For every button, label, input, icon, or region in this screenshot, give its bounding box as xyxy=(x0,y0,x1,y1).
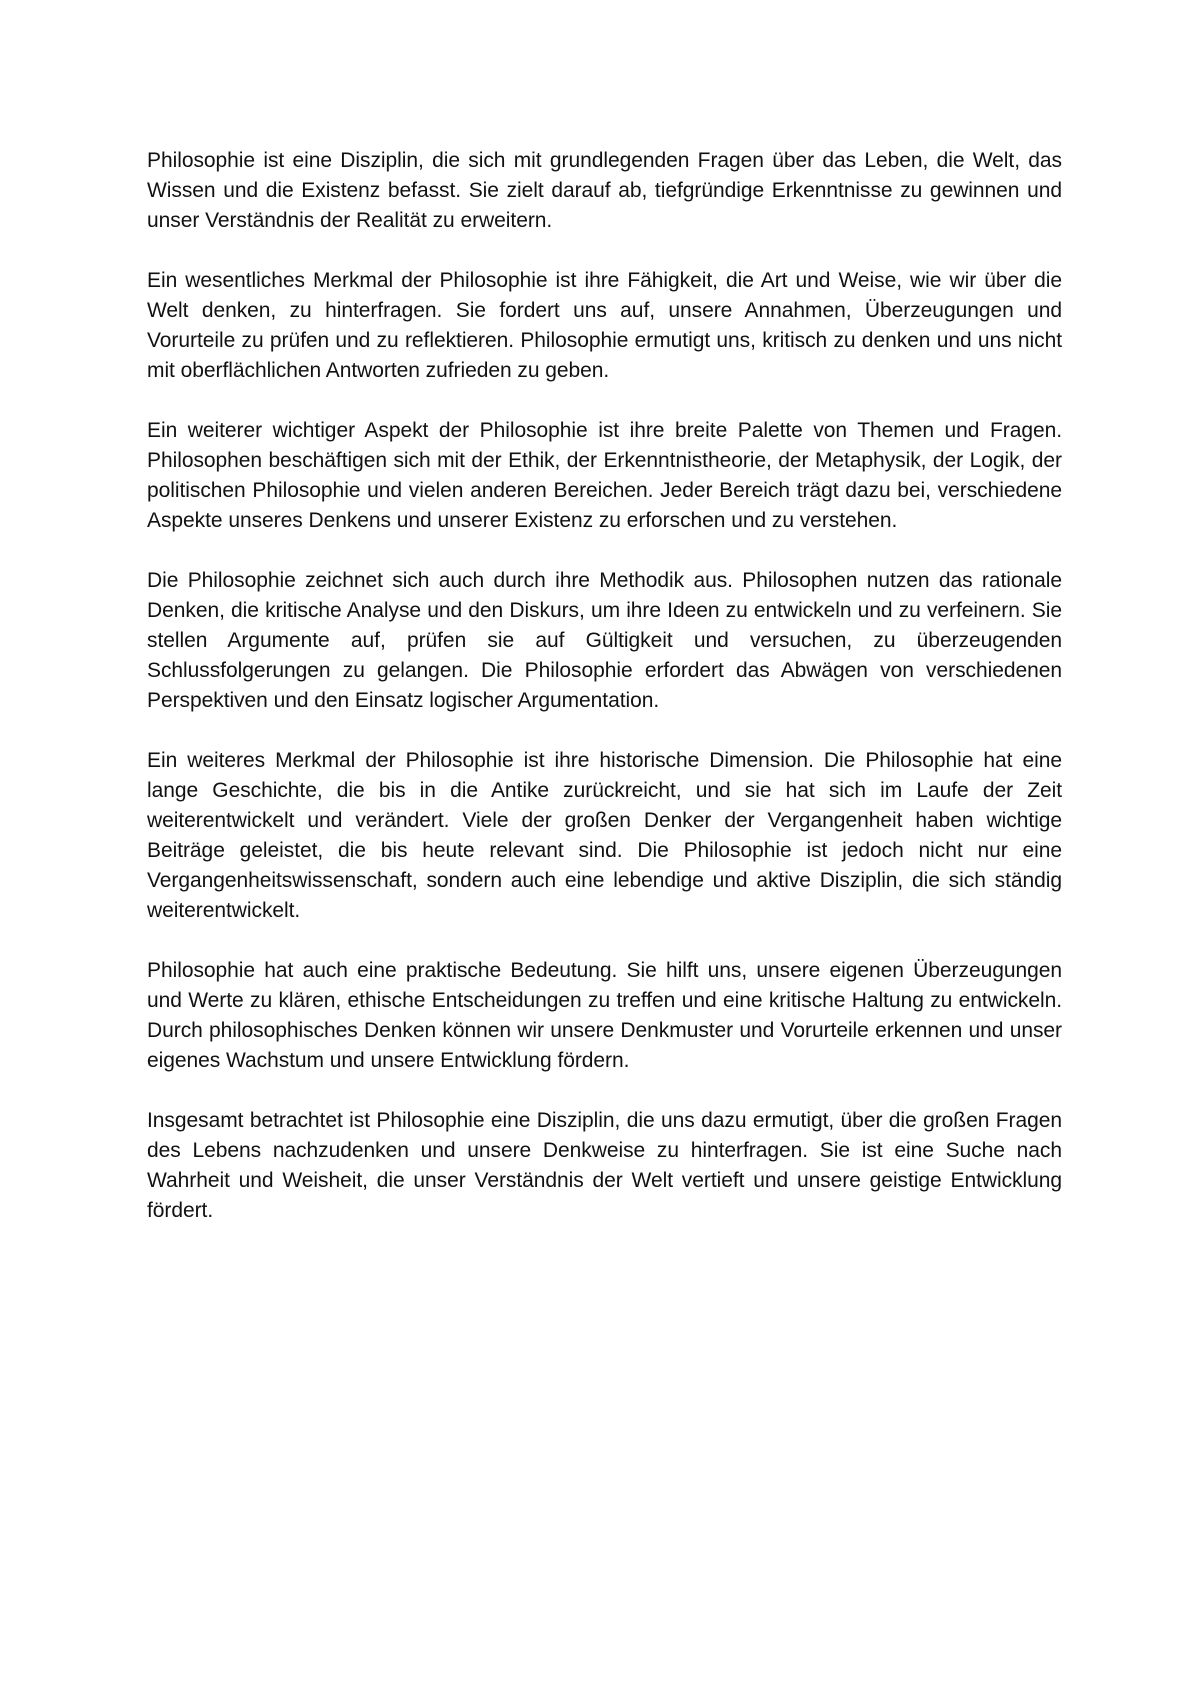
paragraph-4: Die Philosophie zeichnet sich auch durch ihre Methodik aus. Philosophen nutzen das rationale Denken, die kritische Analyse und den Diskurs, um ihre Ideen zu entwickeln und zu verfeinern. Sie stellen Argumente auf, prüfen sie auf Gültigkeit und versuchen, zu überzeugenden Schlussfolgerungen zu gelangen. Die Philosophie erfordert das Abwägen von verschiedenen Perspektiven und den Einsatz logischer Argumentation. xyxy=(147,569,1062,712)
paragraph-5: Ein weiteres Merkmal der Philosophie ist ihre historische Dimension. Die Philosophie hat eine lange Geschichte, die bis in die Antike zurückreicht, und sie hat sich im Laufe der Zeit weiterentwickelt und verändert. Viele der großen Denker der Vergangenheit haben wichtige Beiträge geleistet, die bis heute relevant sind. Die Philosophie ist jedoch nicht nur eine Vergangenheitswissenschaft, sondern auch eine lebendige und aktive Disziplin, die sich ständig weiterentwickelt. xyxy=(147,749,1062,922)
paragraph-3: Ein weiterer wichtiger Aspekt der Philosophie ist ihre breite Palette von Themen und Fragen. Philosophen beschäftigen sich mit der Ethik, der Erkenntnistheorie, der Metaphysik, der Logik, der politischen Philosophie und vielen anderen Bereichen. Jeder Bereich trägt dazu bei, verschiedene Aspekte unseres Denkens und unserer Existenz zu erforschen und zu verstehen. xyxy=(147,419,1062,532)
paragraph-7: Insgesamt betrachtet ist Philosophie eine Disziplin, die uns dazu ermutigt, über die großen Fragen des Lebens nachzudenken und unsere Denkweise zu hinterfragen. Sie ist eine Suche nach Wahrheit und Weisheit, die unser Verständnis der Welt vertieft und unsere geistige Entwicklung fördert. xyxy=(147,1109,1062,1222)
document-body xyxy=(147,146,1062,1256)
paragraph-6: Philosophie hat auch eine praktische Bedeutung. Sie hilft uns, unsere eigenen Überzeugungen und Werte zu klären, ethische Entscheidungen zu treffen und eine kritische Haltung zu entwickeln. Durch philosophisches Denken können wir unsere Denkmuster und Vorurteile erkennen und unser eigenes Wachstum und unsere Entwicklung fördern. xyxy=(147,959,1062,1072)
paragraph-2: Ein wesentliches Merkmal der Philosophie ist ihre Fähigkeit, die Art und Weise, wie wir über die Welt denken, zu hinterfragen. Sie fordert uns auf, unsere Annahmen, Überzeugungen und Vorurteile zu prüfen und zu reflektieren. Philosophie ermutigt uns, kritisch zu denken und uns nicht mit oberflächlichen Antworten zufrieden zu geben. xyxy=(147,269,1062,382)
paragraph-1: Philosophie ist eine Disziplin, die sich mit grundlegenden Fragen über das Leben, die Welt, das Wissen und die Existenz befasst. Sie zielt darauf ab, tiefgründige Erkenntnisse zu gewinnen und unser Verständnis der Realität zu erweitern. xyxy=(147,149,1062,232)
